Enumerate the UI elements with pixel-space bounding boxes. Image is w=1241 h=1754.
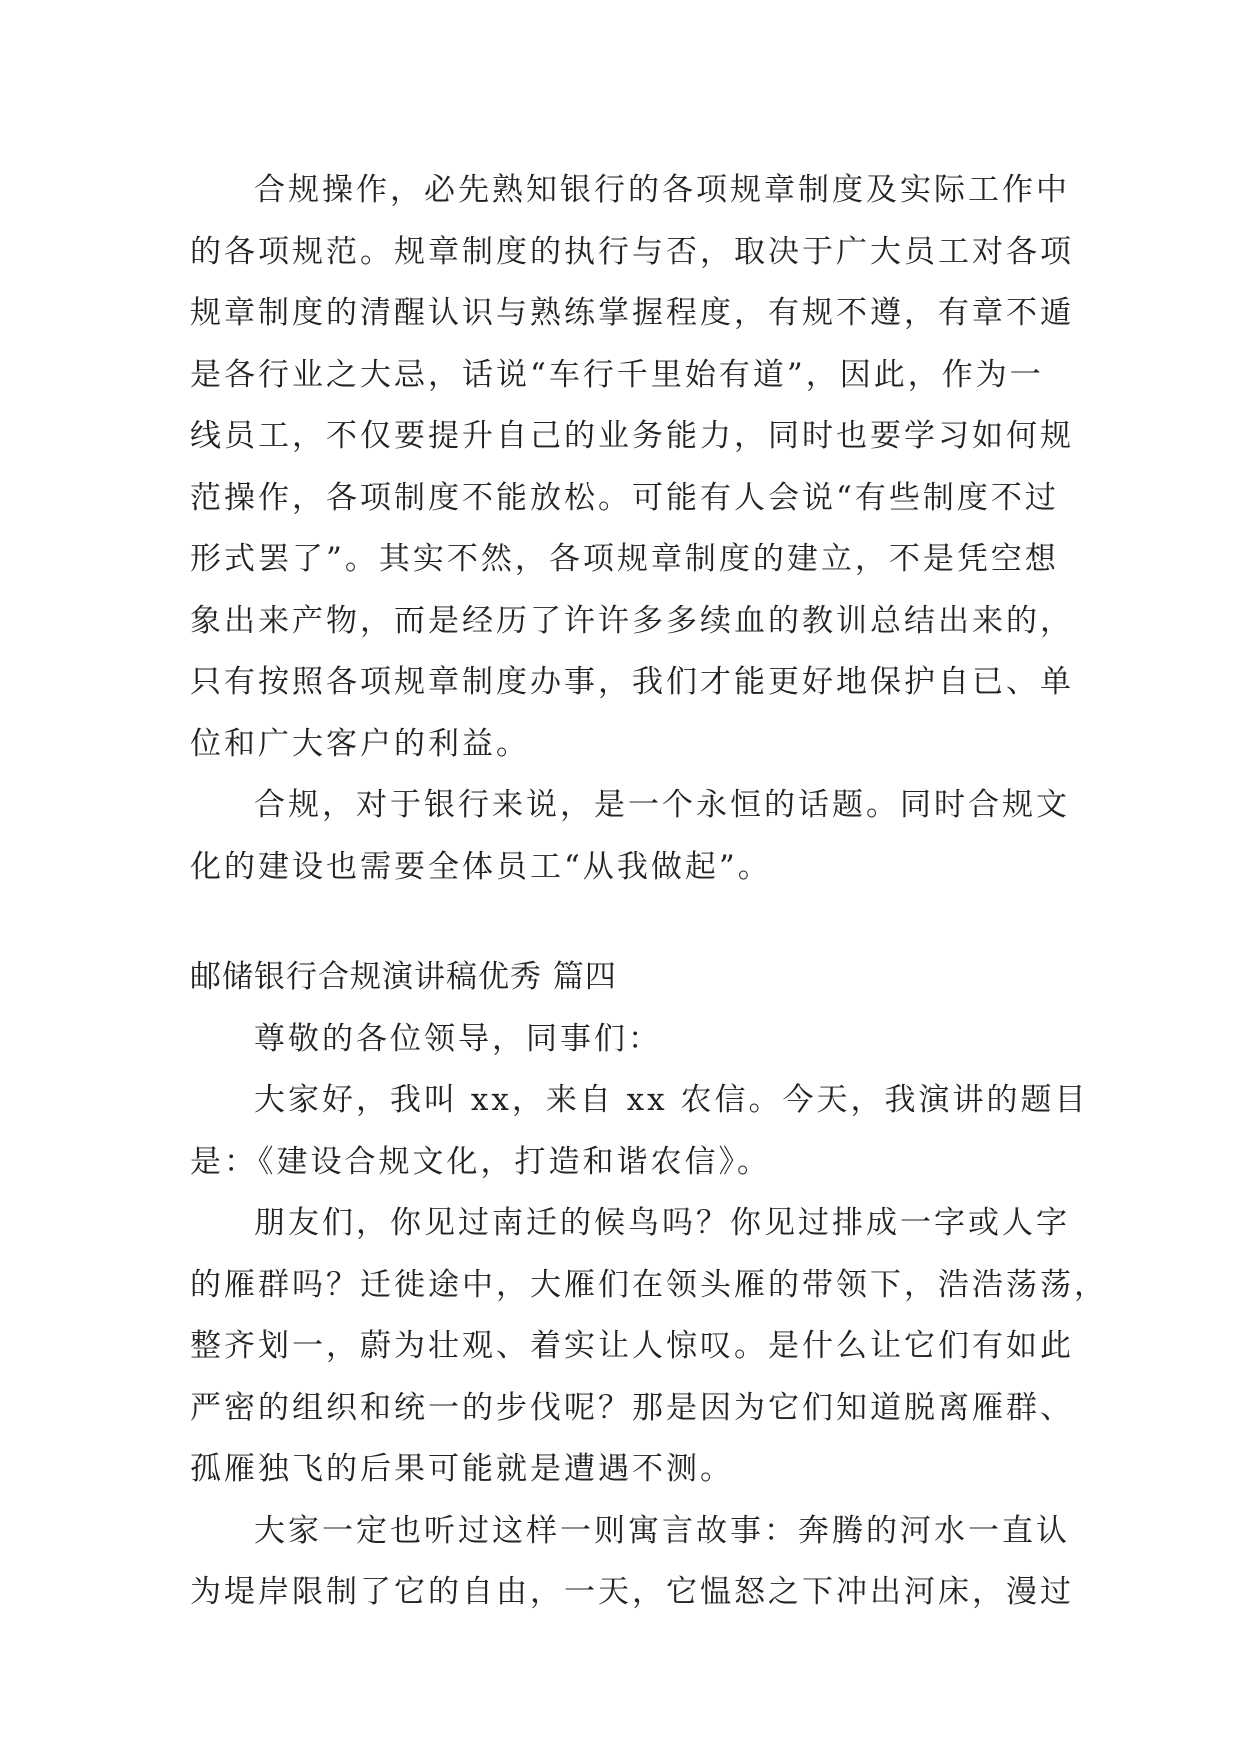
paragraph-line: 朋友们，你见过南迁的候鸟吗？你见过排成一字或人字 (254, 1205, 1070, 1241)
paragraph-line: 是各行业之大忌，话说“车行千里始有道”，因此，作为一 (190, 356, 1044, 393)
paragraph-line: 化的建设也需要全体员工“从我做起”。 (190, 848, 772, 885)
paragraph-line: 是：《建设合规文化，打造和谐农信》。 (190, 1143, 771, 1180)
paragraph-line: 线员工，不仅要提升自己的业务能力，同时也要学习如何规 (190, 418, 1074, 454)
paragraph-river-fable (190, 1501, 1074, 1624)
paragraph-line: 象出来产物，而是经历了许许多多续血的教训总结出来的， (190, 602, 1074, 639)
paragraph-compliance-culture (190, 775, 1070, 898)
paragraph-line: 位和广大客户的利益。 (190, 725, 530, 762)
paragraph-line: 合规，对于银行来说，是一个永恒的话题。同时合规文 (254, 787, 1070, 823)
section-heading: 邮储银行合规演讲稿优秀 篇四 (190, 959, 617, 995)
paragraph-line: 大家一定也听过这样一则寓言故事：奔腾的河水一直认 (254, 1512, 1070, 1549)
paragraph-line: 大家好，我叫 xx，来自 xx 农信。今天，我演讲的题目 (254, 1082, 1089, 1118)
paragraph-compliance-operations (190, 160, 1074, 775)
paragraph-line: 的雁群吗？迁徙途中，大雁们在领头雁的带领下，浩浩荡荡， (190, 1266, 1108, 1303)
paragraph-introduction (190, 1070, 1089, 1193)
paragraph-line: 孤雁独飞的后果可能就是遭遇不测。 (190, 1451, 734, 1487)
section-spacer (190, 898, 1050, 947)
paragraph-line: 的各项规范。规章制度的执行与否，取决于广大员工对各项 (190, 233, 1074, 270)
paragraph-line: 整齐划一，蔚为壮观、着实让人惊叹。是什么让它们有如此 (190, 1328, 1074, 1364)
paragraph-line: 形式罢了”。其实不然，各项规章制度的建立，不是凭空想 (190, 541, 1059, 577)
paragraph-line: 合规操作，必先熟知银行的各项规章制度及实际工作中 (254, 172, 1070, 208)
paragraph-line: 范操作，各项制度不能放松。可能有人会说“有些制度不过 (190, 479, 1059, 516)
document-body (190, 160, 1108, 1624)
paragraph-line: 为堤岸限制了它的自由，一天，它愠怒之下冲出河床，漫过 (190, 1574, 1074, 1610)
paragraph-line: 规章制度的清醒认识与熟练掌握程度，有规不遵，有章不遁 (190, 295, 1074, 331)
speech-greeting: 尊敬的各位领导，同事们： (254, 1020, 662, 1057)
paragraph-line: 只有按照各项规章制度办事，我们才能更好地保护自已、单 (190, 664, 1074, 700)
paragraph-line: 严密的组织和统一的步伐呢？那是因为它们知道脱离雁群、 (190, 1389, 1074, 1426)
paragraph-migratory-birds (190, 1193, 1108, 1501)
